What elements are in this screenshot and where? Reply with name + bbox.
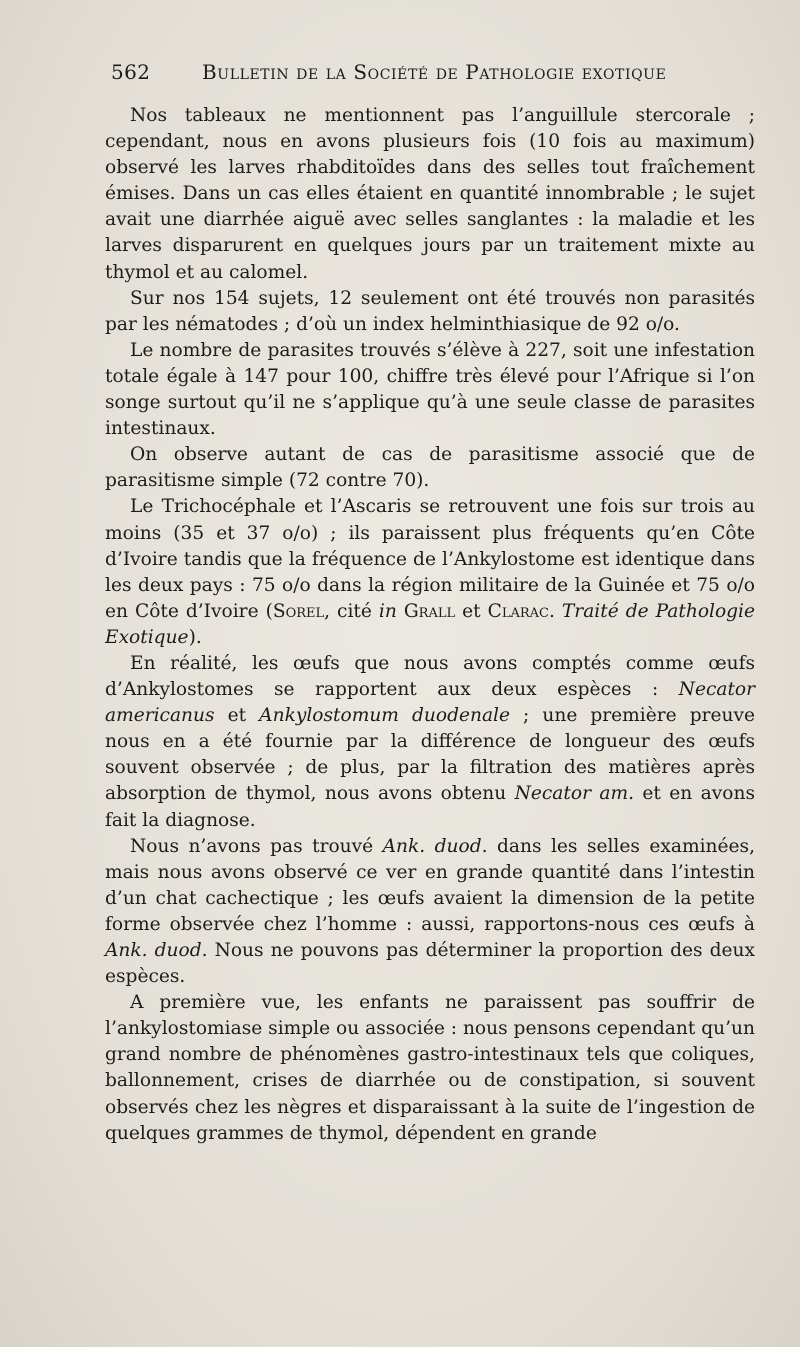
paragraph-strongyloides xyxy=(105,103,755,286)
paragraph-text: . xyxy=(548,600,562,622)
paragraph-associated-parasitism xyxy=(105,442,755,494)
paragraph-text: dans les selles examinées, mais nous avons observé ce ver en grande quantité dans l’intestin d’un chat cachectique ; les œufs avaient la dimension de la petite forme observée chez l’homme : aussi, rapportons-nous ces œufs à xyxy=(105,835,755,935)
species-name: Ank. duod. xyxy=(382,835,488,857)
page-number: 562 xyxy=(111,60,151,84)
paragraph-children-symptoms xyxy=(105,990,755,1147)
author-name: Grall xyxy=(403,600,456,622)
species-name: Ank. duod. xyxy=(105,940,208,961)
species-name: Ankylostomum duodenale xyxy=(259,705,510,727)
body-text xyxy=(105,103,755,1147)
paragraph-ank-duod xyxy=(105,834,755,991)
paragraph-text: ). xyxy=(188,626,202,648)
species-name: Necator americanus xyxy=(105,679,755,727)
paragraph-text: A première vue, les enfants ne paraissent pas souffrir de l’ankylostomiase simple ou associée : nous pensons cependant qu’un grand nombre de phénomènes gastro-intestinaux tels que coliques, ballonnement, crises de diarrhée ou de constipation, si souvent observés chez les nègres et disparaissant à la suite de l’ingestion de quelques grammes de thymol, dépendent en grande xyxy=(105,992,755,1144)
paragraph-infestation-total xyxy=(105,338,755,442)
paragraph-text xyxy=(397,601,404,622)
author-name: Sorel xyxy=(272,600,325,622)
paragraph-text: En réalité, les œufs que nous avons comptés comme œufs d’Ankylostomes se rapportent aux deux espèces : xyxy=(105,652,755,701)
species-name: Necator am. xyxy=(514,783,634,805)
paragraph-text: Nous ne pouvons pas déterminer la proportion des deux espèces. xyxy=(105,940,755,988)
paragraph-text: et en avons fait la diagnose. xyxy=(105,783,755,831)
running-header xyxy=(111,60,711,90)
book-title: Traité de Pathologie Exotique xyxy=(105,600,756,648)
running-title: Bulletin de la Société de Pathologie exotique xyxy=(202,60,667,84)
paragraph-text: et xyxy=(455,600,488,622)
citation-in: in xyxy=(378,600,397,622)
paragraph-helminth-index xyxy=(105,286,755,338)
paragraph-ankylostoma-species xyxy=(105,651,755,834)
paragraph-text: , cité xyxy=(324,600,379,622)
paragraph-text: Nos tableaux ne mentionnent pas l’anguillule stercorale ; cependant, nous en avons plusieurs fois (10 fois au maximum) observé les larves rhabditoïdes dans des selles tout fraîchement émises. Dans un cas elles étaient en quantité innombrable ; le sujet avait une diarrhée aiguë avec selles sanglantes : la maladie et les larves disparurent en quelques jours par un traitement mixte au thymol et au calomel. xyxy=(105,105,755,283)
paragraph-text: Le nombre de parasites trouvés s’élève à 227, soit une infestation totale égale à 147 pour 100, chiffre très élevé pour l’Afrique si l’on songe surtout qu’il ne s’applique qu’à une seule classe de parasites intestinaux. xyxy=(105,339,755,440)
paragraph-text: ; une première preuve nous en a été fournie par la différence de longueur des œufs souvent observée ; de plus, par la filtration des matières après absorption de thymol, nous avons obtenu xyxy=(105,705,755,805)
paragraph-trichocephalus-ascaris xyxy=(105,494,755,651)
paragraph-text: Le Trichocéphale et l’Ascaris se retrouvent une fois sur trois au moins (35 et 37 o/o) ; ils paraissent plus fréquents qu’en Côte d’Ivoire tandis que la fréquence de l’Ankylostome est identique dans les deux pays : 75 o/o dans la région militaire de la Guinée et 75 o/o en Côte d’Ivoire ( xyxy=(105,496,755,622)
paragraph-text: On observe autant de cas de parasitisme associé que de parasitisme simple (72 contre 70). xyxy=(105,444,755,492)
author-name: Clarac xyxy=(487,600,549,622)
paragraph-text: Nous n’avons pas trouvé xyxy=(130,835,383,857)
paragraph-text: Sur nos 154 sujets, 12 seulement ont été trouvés non parasités par les nématodes ; d’où un index helminthiasique de 92 o/o. xyxy=(105,287,755,335)
paragraph-text: et xyxy=(214,705,260,727)
